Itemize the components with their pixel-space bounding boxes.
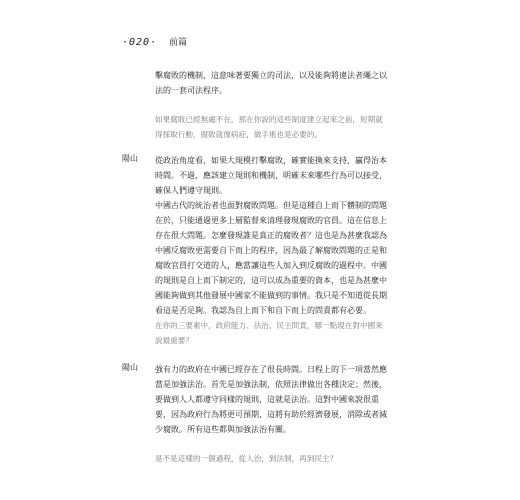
answer-paragraph — [155, 68, 387, 98]
question-paragraph — [155, 318, 383, 348]
text-line: 說最重要？ — [155, 336, 193, 345]
text-line: 當是加強法治。首先是加強法制，依照法律做出各種決定；然後， — [155, 380, 387, 389]
text-line: 看這是否足夠。我認為自上而下和自下而上的問責都有必要。 — [155, 306, 371, 315]
text-line: 擊腐敗的機制，這意味著要獨立的司法，以及能夠將違法者繩之以 — [155, 71, 387, 80]
text-line: 的規則是自上而下制定的，這可以成為重要的資本，也是為甚麼中 — [155, 276, 387, 285]
text-line: 法的一套司法程序。 — [155, 86, 227, 95]
page-number: ·020· — [122, 37, 158, 48]
question-paragraph — [155, 451, 337, 466]
text-line: 強有力的政府在中國已經存在了很長時間。日程上的下一項當然應 — [155, 365, 387, 374]
running-header — [122, 35, 187, 48]
text-line: 時間。不過，應該建立規則和機制，明確未來哪些行為可以接受， — [155, 171, 387, 180]
text-line: 在你的三要素中，政府能力、法治、民主問責，哪一點現在對中國來 — [155, 321, 383, 330]
text-line: 如果腐敗已經無處不在，那在你說的這些制度建立起來之前，短期就 — [155, 115, 383, 124]
text-line: 中國反腐敗更需要自下而上的程序，因為最了解腐敗問題的正是和 — [155, 246, 387, 255]
question-paragraph — [155, 112, 383, 142]
answer-paragraph — [155, 153, 387, 318]
text-line: 存在很大問題。怎麼發現誰是真正的腐敗者？這也是為甚麼我認為 — [155, 231, 387, 240]
text-line: 中國古代的統治者也面對腐敗問題。但是這種自上而下體制的問題 — [155, 201, 387, 210]
text-line: 少腐敗。所有這些都與加強法治有關。 — [155, 425, 291, 434]
text-line: 得採取行動，腐敗就像病症，做手術也是必要的。 — [155, 130, 323, 139]
text-line: 腐敗官員打交道的人，應當讓這些人加入到反腐敗的過程中。中國 — [155, 261, 387, 270]
text-line: 確保人們遵守規則。 — [155, 186, 227, 195]
section-title: 前篇 — [169, 38, 188, 48]
answer-paragraph — [155, 362, 387, 437]
text-line: 國能夠做到其他發展中國家不能做到的事情。我只是不知道從長期 — [155, 291, 387, 300]
text-line: 要，因為政府行為將更可預期，這將有助於經濟發展，消除或者減 — [155, 410, 387, 419]
text-line: 要做到人人都遵守同樣的規則，這就是法治。這對中國來說很重 — [155, 395, 379, 404]
text-line: 在於，只能通過更多上層監督來清理發現腐敗的官員。這在信息上 — [155, 216, 387, 225]
text-line: 從政治角度看，如果大規模打擊腐敗，確實能換來支持，贏得治本 — [155, 156, 387, 165]
text-line: 是不是這樣的一個過程，從人治，到法制，再到民主？ — [155, 454, 338, 463]
speaker-label: 陽山 — [122, 154, 138, 163]
speaker-label: 陽山 — [122, 363, 138, 372]
